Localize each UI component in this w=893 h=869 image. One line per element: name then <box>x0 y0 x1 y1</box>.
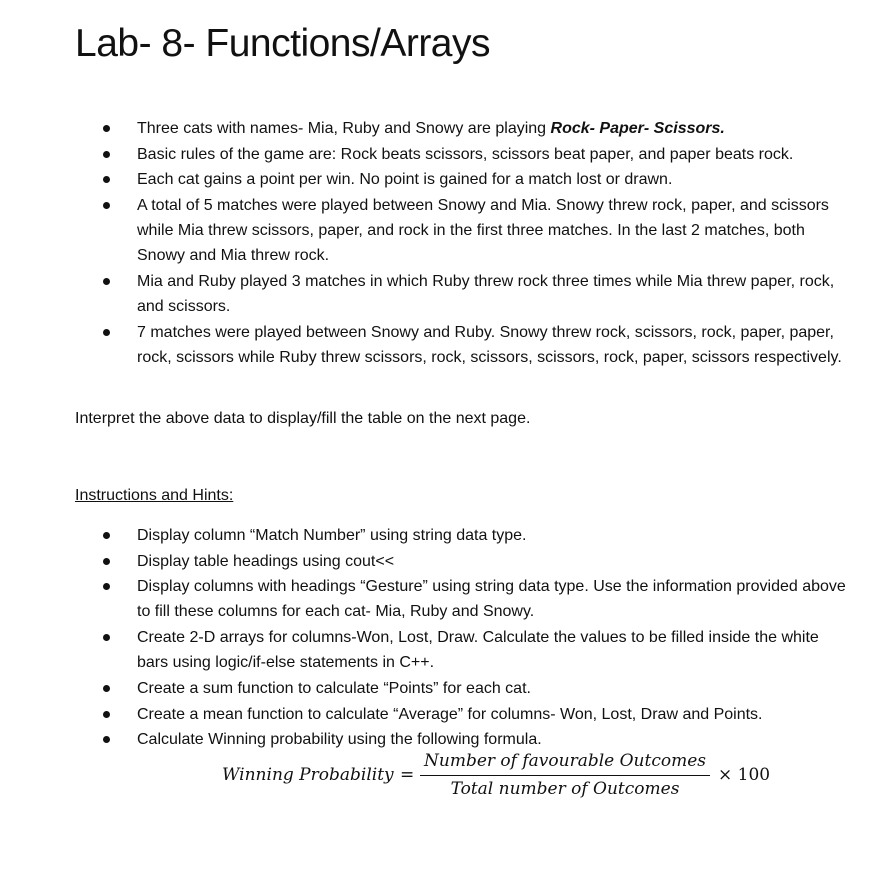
intro-bullet-text: Three cats with names- Mia, Ruby and Snowy are playing Rock- Paper- Scissors. <box>137 120 725 137</box>
intro-bullet-text: Each cat gains a point per win. No point is gained for a match lost or drawn. <box>137 171 673 189</box>
instruction-bullet-4 <box>0 625 893 676</box>
bullet-dot-icon <box>103 532 110 539</box>
instructions-heading: Instructions and Hints: <box>75 487 234 504</box>
bullet-dot-icon <box>103 329 110 336</box>
formula-equals: = <box>400 765 415 785</box>
intro-bullet-text: 7 matches were played between Snowy and Ruby. Snowy threw rock, scissors, rock, paper, paper, rock, scissors while Ruby threw scissors, rock, scissors, scissors, rock, paper, scissors respectively. <box>137 323 842 367</box>
instruction-bullet-6 <box>0 702 893 727</box>
instruction-bullet-5 <box>0 676 893 701</box>
instruction-bullet-2 <box>0 549 893 574</box>
instruction-bullet-text: Create a mean function to calculate “Average” for columns- Won, Lost, Draw and Points. <box>137 705 763 723</box>
intro-bullet-4 <box>0 193 893 269</box>
bullet-dot-icon <box>103 711 110 718</box>
formula-multiplier: × 100 <box>718 765 771 785</box>
intro-bullet-text: A total of 5 matches were played between Snowy and Mia. Snowy threw rock, paper, and scissors while Mia threw scissors, paper, and rock in the first three matches. In the last 2 matches, both Snowy and Mia threw rock. <box>137 196 829 265</box>
bullet-dot-icon <box>103 685 110 692</box>
fraction-bar <box>420 775 710 776</box>
interpret-paragraph: Interpret the above data to display/fill the table on the next page. <box>75 410 531 427</box>
instruction-bullet-text: Display column “Match Number” using string data type. <box>137 527 527 544</box>
instruction-bullet-list <box>0 523 893 753</box>
instruction-bullet-1 <box>0 523 893 548</box>
bullet-dot-icon <box>103 125 110 132</box>
intro-bullet-6 <box>0 320 893 371</box>
bullet-dot-icon <box>103 176 110 183</box>
formula-numerator: Number of favourable Outcomes <box>424 751 706 771</box>
instruction-bullet-text: Display columns with headings “Gesture” using string data type. Use the information provided above to fill these columns for each cat- Mia, Ruby and Snowy. <box>137 578 846 621</box>
instruction-bullet-text: Create a sum function to calculate “Points” for each cat. <box>137 679 531 697</box>
intro-bullet-1 <box>0 116 893 141</box>
formula-denominator: Total number of Outcomes <box>450 779 680 799</box>
intro-bullet-3 <box>0 167 893 192</box>
instruction-bullet-text: Display table headings using cout<< <box>137 552 395 570</box>
bullet-dot-icon <box>103 583 110 590</box>
game-name-emphasis: Rock- Paper- Scissors. <box>550 120 725 137</box>
bullet-dot-icon <box>103 278 110 285</box>
intro-bullet-text: Mia and Ruby played 3 matches in which Ruby threw rock three times while Mia threw paper, rock, and scissors. <box>137 272 835 316</box>
winning-probability-formula <box>222 748 782 804</box>
bullet-dot-icon <box>103 634 110 641</box>
formula-lhs: Winning Probability <box>222 765 394 785</box>
instruction-bullet-text: Create 2-D arrays for columns-Won, Lost, Draw. Calculate the values to be filled inside the white bars using logic/if-else statements in C++. <box>137 629 819 672</box>
instruction-bullet-text: Calculate Winning probability using the following formula. <box>137 731 542 749</box>
page-title: Lab- 8- Functions/Arrays <box>75 22 491 65</box>
instruction-bullet-3 <box>0 574 893 625</box>
bullet-dot-icon <box>103 736 110 743</box>
bullet-dot-icon <box>103 202 110 209</box>
intro-bullet-2 <box>0 142 893 167</box>
intro-bullet-list <box>0 116 893 371</box>
bullet-dot-icon <box>103 558 110 565</box>
formula-fraction <box>420 748 710 804</box>
intro-bullet-text: Basic rules of the game are: Rock beats scissors, scissors beat paper, and paper beats rock. <box>137 145 794 163</box>
bullet-dot-icon <box>103 151 110 158</box>
intro-bullet-5 <box>0 269 893 320</box>
